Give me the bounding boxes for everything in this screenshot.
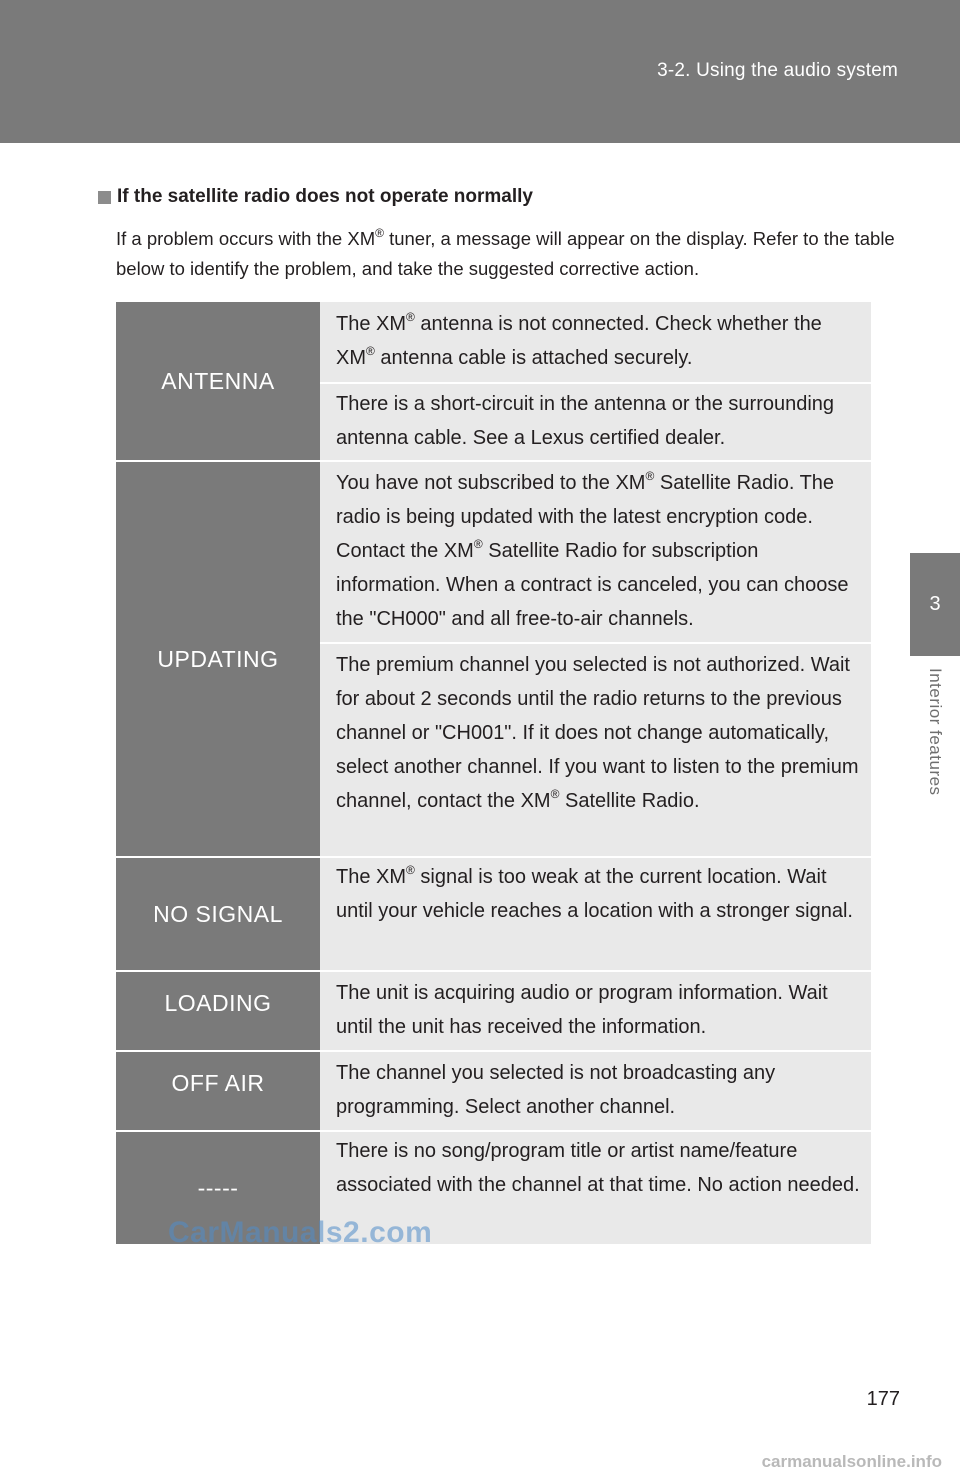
- desc-text: antenna cable is attached securely.: [374, 347, 693, 369]
- chapter-number: 3: [929, 593, 941, 615]
- desc-text: Satellite Radio. The radio is being updated with the latest encryption code. Contact the XM: [336, 472, 835, 562]
- message-table: [116, 302, 871, 1244]
- message-description: [320, 858, 871, 970]
- message-code: UPDATING: [116, 462, 320, 856]
- desc-text: The premium channel you selected is not authorized. Wait for about 2 seconds until the radio returns to the previous channel or "CH001". If it does not change automatically, select another channel. If you want to listen to the premium channel, contact the XM: [336, 654, 859, 812]
- message-description: There is a short-circuit in the antenna or the surrounding antenna cable. See a Lexus certified dealer.: [320, 382, 871, 460]
- table-row-off-air: [116, 1052, 871, 1132]
- message-code: NO SIGNAL: [116, 858, 320, 970]
- desc-text: You have not subscribed to the XM: [336, 472, 646, 494]
- registered-mark: ®: [366, 344, 375, 359]
- message-description: [320, 462, 871, 642]
- chapter-title: 3-2. Using the audio system: [657, 60, 898, 81]
- intro-text-1: If a problem occurs with the XM: [116, 228, 376, 249]
- registered-mark: ®: [645, 469, 655, 484]
- section-heading-text: If the satellite radio does not operate normally: [117, 186, 533, 207]
- section-heading: [98, 186, 533, 208]
- header-band: [0, 0, 960, 143]
- watermark-logo: CarManuals2.com: [168, 1216, 433, 1249]
- message-description: [320, 642, 871, 856]
- message-description: The channel you selected is not broadcasting any programming. Select another channel.: [320, 1052, 871, 1130]
- message-description: The unit is acquiring audio or program information. Wait until the unit has received the information.: [320, 972, 871, 1050]
- message-code: OFF AIR: [116, 1052, 320, 1130]
- message-code: -----: [116, 1132, 320, 1244]
- table-row-updating: [116, 462, 871, 858]
- desc-text: signal is too weak at the current location. Wait until your vehicle reaches a location with a stronger signal.: [336, 866, 853, 922]
- message-description: [320, 302, 871, 382]
- chapter-side-label: [918, 668, 952, 828]
- watermark-url: carmanualsonline.info: [761, 1452, 942, 1471]
- desc-text: Satellite Radio.: [559, 790, 700, 812]
- table-row-loading: [116, 972, 871, 1052]
- table-row-antenna: [116, 302, 871, 462]
- message-code: LOADING: [116, 972, 320, 1050]
- message-code: ANTENNA: [116, 302, 320, 460]
- registered-mark: ®: [473, 537, 483, 552]
- intro-paragraph: [116, 224, 896, 284]
- registered-mark: ®: [406, 863, 415, 878]
- square-bullet-icon: [98, 191, 111, 204]
- desc-text: The XM: [336, 313, 407, 335]
- registered-mark: ®: [550, 787, 560, 802]
- intro-text-2: tuner, a message will appear on the display. Refer to the table below to identify the problem, and take the suggested corrective action.: [116, 228, 895, 279]
- registered-mark: ®: [375, 225, 384, 240]
- registered-mark: ®: [406, 310, 415, 325]
- desc-text: The XM: [336, 866, 407, 888]
- chapter-label: Interior features: [926, 668, 945, 796]
- chapter-tab: [910, 553, 960, 656]
- table-row-no-signal: [116, 858, 871, 972]
- page-number: 177: [866, 1388, 900, 1410]
- desc-text: antenna is not connected. Check whether the XM: [336, 313, 822, 369]
- desc-text: Satellite Radio for subscription information. When a contract is canceled, you can choose the "CH000" and all free-to-air channels.: [336, 540, 849, 630]
- message-description: There is no song/program title or artist name/feature associated with the channel at that time. No action needed.: [320, 1132, 871, 1244]
